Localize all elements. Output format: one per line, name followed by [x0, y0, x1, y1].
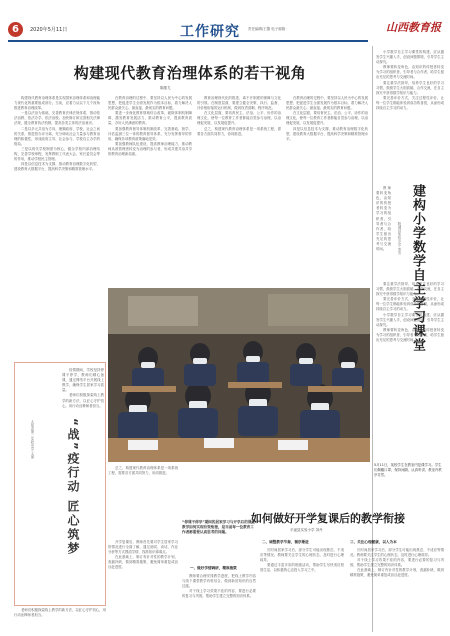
article2-subheading: 一、做好学情调研，精准施策: [190, 566, 237, 570]
sidebar-paragraph: 要注重学法指导，培养学生良好的学习习惯，鼓励学生大胆质疑、合作交流，在自主探究中获得数学知识与能力。: [376, 80, 444, 95]
article2-title: 如何做好开学复课后的教学衔接: [251, 512, 405, 525]
sidebar-paragraph: 要完善评价方式，关注过程性评价，让每一位学生都能体验到成功的喜悦，从而形成持续自主学习的动力。: [376, 95, 444, 111]
section-title: 工作研究: [180, 24, 240, 40]
sidebar-column-bottom: [376, 282, 444, 460]
photo-caption: 5月11日，某校学生在教室内复课学习。学生们佩戴口罩，保持间隔，认真听讲，教室内秩序井然。: [374, 463, 442, 477]
page-number: 6: [8, 22, 23, 37]
article2-paragraph: 开学复课后，教师首先要对学生居家学习的情况进行全面了解，通过测试、谈话、作业分析等方式摸清学情，找准知识薄弱点。: [108, 540, 178, 555]
article-paragraph: 总之，构建现代教育治理体系是一项系统工程，需要各方面共同努力，协同推进。: [197, 126, 281, 136]
article-paragraph: 要加强教育督导体制机制改革，完善督政、督学、评估监测三位一体的教育督导体系，充分发挥督导的作用，确保各项教育政策落地见效。: [108, 126, 192, 141]
sidebar-paragraph: 小学数学自主学习课堂的构建，应从激发学生兴趣入手，创设问题情境，引导学生主动探究。: [376, 312, 444, 327]
sidebar-paragraph: 教师要转变角色，由知识的传授者转变为学习的组织者、引导者与合作者，给学生留出充足的思考与交流时间。: [376, 65, 444, 80]
classroom-photo-image: [108, 288, 370, 462]
article2-paragraph: 教师要合理安排教学进度，把线上教学内容与线下课堂教学有机结合，做到新旧知识的自然过渡。: [182, 574, 256, 589]
article-column-continued: [108, 466, 178, 508]
feature-box-paragraph: 疫情期间，学校坚持停课不停学，教师们精心备课，通过网络平台开展线上教学，确保学生居家学习质量。: [62, 368, 104, 393]
article-paragraph: 在教育治理的过程中，要坚持以人民为中心的发展思想，把促进学生全面发展作为根本目标，着力解决人民群众最关心、最直接、最现实的教育问题。: [286, 96, 368, 111]
article2-subheading: 三、关注心理健康，以人为本: [350, 540, 397, 544]
article2-paragraph: 长时间居家学习后，部分学生可能出现焦虑、不适应等情况。教师要关注学生的心理状态，及时进行心理疏导。: [260, 548, 344, 563]
sidebar-column-narrow: [376, 186, 391, 276]
article2-paragraph: 在此基础上，制订有针对性的教学计划，查漏补缺，做到精准施策，避免简单重复或盲目赶进度。: [350, 568, 444, 578]
page-header: [0, 0, 450, 46]
article-byline: 陈继尤: [160, 86, 171, 90]
sidebar-column-top: [376, 50, 444, 180]
newspaper-logo: 山西教育报: [386, 21, 441, 34]
article2-paragraph: 长时间居家学习后，部分学生可能出现焦虑、不适应等情况。教师要关注学生的心理状态，及时进行心理疏导。: [350, 548, 444, 558]
article2-paragraph: 在此基础上，制订有针对性的教学计划，查漏补缺，做到精准施策，避免简单重复或盲目赶进度。: [108, 555, 178, 570]
sidebar-paragraph: 小学数学自主学习课堂的构建，应从激发学生兴趣入手，创设问题情境，引导学生主动探究。: [376, 50, 444, 65]
article-paragraph: 二是以多元共治为方向，理顺政府、学校、社会之间的关系，推进管办评分离，充分调动社会力量参与教育治理的积极性，形成政府主导、社会参与、学校自主办学的格局。: [14, 126, 100, 146]
article-paragraph: 在文化层面，要培育民主、法治、公平、协作的治理文化，使每一位教育工作者都能自觉参与治理，以治理促发展，以发展促提升。: [286, 111, 368, 126]
article2-pull-quote: “停课不停学”期间的居家学习与开学后的课堂教学如何实现有效衔接，是当前每一位教育工作者都需要认真思考的问题。: [182, 520, 256, 535]
feature-box-tail: [14, 608, 106, 634]
article-paragraph: 一是以法治为基础，完善教育法律法规体系，推动依法治教、依法办学、依法治校。加快修订和完善相关法律法规，健全教育执法机制，提高各类主体的法治意识。: [14, 111, 100, 126]
article-column-1: [14, 96, 100, 358]
article2-column-1: [108, 540, 178, 634]
article-paragraph: 三是以现代学校制度为核心，健全学校内部治理结构，完善学校章程，发挥教职工代表大会、家长委员会等的作用，推动学校民主管理。: [14, 146, 100, 162]
feature-box-author: 太原市第二实验中学 王丽: [30, 420, 34, 459]
article-paragraph: 在教育治理的过程中，要坚持以人民为中心的发展思想，把促进学生全面发展作为根本目标，着力解决人民群众最关心、最直接、最现实的教育问题。: [108, 96, 192, 111]
sidebar-paragraph: 要注重学法指导，培养学生良好的学习习惯，鼓励学生大胆质疑、合作交流，在自主探究中获得数学知识与能力。: [376, 282, 444, 297]
article2-paragraph: 对于线上学习效果不佳的内容，要进行必要的复习与巩固，帮助学生建立完整的知识体系。: [350, 558, 444, 568]
article-column-3: [197, 96, 281, 284]
article-title: 构建现代教育治理体系的若干视角: [73, 64, 307, 82]
article2-byline: 平遥县实验小学 刘丹: [290, 528, 323, 532]
sidebar-title: 建构小学数学自主学习课堂: [410, 184, 425, 352]
sidebar-author: 阳城县实验小学 李芳: [398, 222, 402, 255]
article-paragraph: 要加强教师队伍建设，提高教师治理能力，推动教师从被管理者转变为治理的参与者，形成共建共治共享的教育治理新局面。: [108, 141, 192, 157]
article-column-4: [286, 96, 368, 284]
sidebar-paragraph: 教师要转变角色，由知识的传授者转变为学习的组织者、引导者与合作者，给学生留出充足的思考与交流时间。: [376, 327, 444, 343]
article-column-2: [108, 96, 192, 284]
issue-date: 2020年5月11日: [30, 27, 68, 33]
article2-subheading: 二、调整教学节奏，循序渐进: [262, 540, 309, 544]
article2-paragraph: 对于线上学习效果不佳的内容，要进行必要的复习与巩固，帮助学生建立完整的知识体系。: [182, 589, 256, 599]
feature-box-paragraph: 老师们积极探索线上教学的新方法，以匠心守护初心，用行动诠释师者担当。: [62, 393, 104, 408]
feature-box-title: “战”疫行动 匠心筑梦: [66, 418, 80, 556]
sidebar-paragraph: 要完善评价方式，关注过程性评价，让每一位学生都能体验到成功的喜悦，从而形成持续自主学习的动力。: [376, 297, 444, 312]
classroom-photo: [108, 288, 370, 462]
article-paragraph: 在文化层面，要培育民主、法治、公平、协作的治理文化，使每一位教育工作者都能自觉参与治理，以治理促发展，以发展促提升。: [197, 111, 281, 126]
article-paragraph: 四是以信息技术为支撑，推动教育治理数字化转型，建设教育大数据平台，提高科学决策和精准管理水平。: [286, 126, 368, 141]
article2-column-4: [350, 548, 444, 634]
article2-column-2: [182, 574, 256, 634]
article-paragraph: 教育治理现代化的推进，离不开制度的保障与文化的引领。在制度层面，要建立健全决策、执行、监督、评价相衔接的运行机制，做到权责清晰、程序规范。: [197, 96, 281, 111]
sidebar-paragraph: 教师要转变角色，由知识的传授者转变为学习的组织者、引导者与合作者，给学生留出充足的思考与交流时间。: [376, 186, 391, 252]
editor-info: 责任编辑/王馨 电子邮箱：: [248, 27, 289, 31]
article2-column-3: [260, 548, 344, 634]
article-lead: 构建现代教育治理体系是实现国家治理体系和治理能力现代化的重要组成部分。当前，应着力从以下几个视角推进教育治理改革。: [14, 96, 100, 111]
feature-box-paragraph: 老师们积极探索线上教学的新方法，以匠心守护初心，用行动诠释师者担当。: [14, 608, 106, 618]
article-paragraph: 总之，构建现代教育治理体系是一项系统工程，需要各方面共同努力，协同推进。: [108, 466, 178, 476]
article-paragraph: 四是以信息技术为支撑，推动教育治理数字化转型，建设教育大数据平台，提高科学决策和精准管理水平。: [14, 162, 100, 172]
article2-paragraph: 要通过丰富多彩的班级活动，帮助学生尽快适应校园生活，以积极的心态投入学习之中。: [260, 563, 344, 573]
header-rule: [8, 40, 368, 42]
article-paragraph: 要进一步深化教育领域综合改革，破除体制机制障碍，激发教育发展活力，推动教育公平，提高教育质量，办好人民满意的教育。: [108, 111, 192, 126]
feature-box-text: [62, 368, 104, 602]
